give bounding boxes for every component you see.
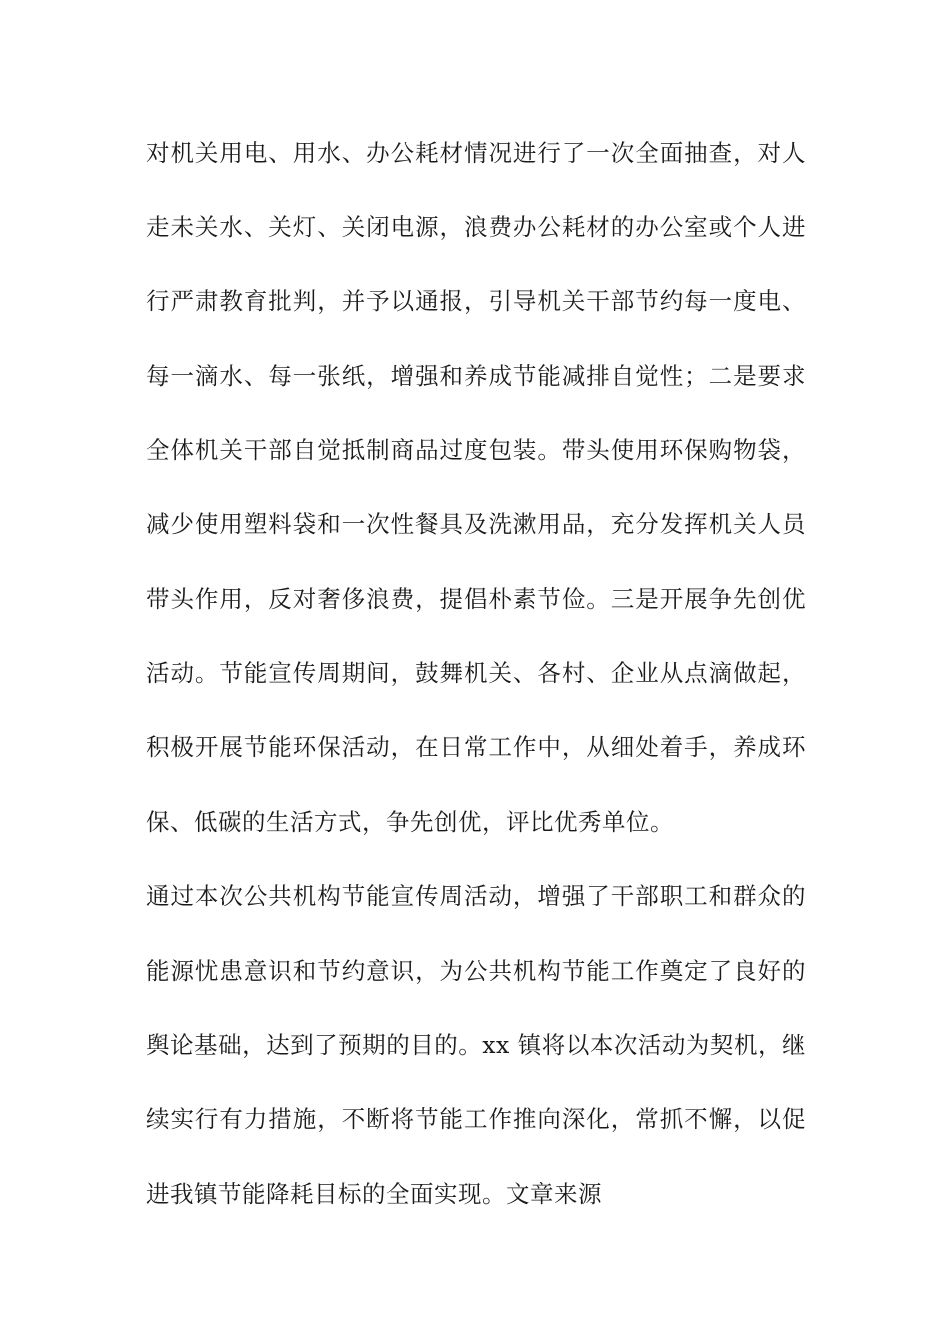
text-line: 行严肃教育批判，并予以通报，引导机关干部节约每一度电、 [146, 287, 806, 315]
text-line: 全体机关干部自觉抵制商品过度包装。带头使用环保购物袋， [146, 436, 806, 464]
text-line: 保、低碳的生活方式，争先创优，评比优秀单位。 [146, 808, 674, 836]
text-line: 走未关水、关灯、关闭电源，浪费办公耗材的办公室或个人进 [146, 213, 806, 241]
text-line: 积极开展节能环保活动，在日常工作中，从细处着手，养成环 [146, 733, 806, 761]
text-line: 通过本次公共机构节能宣传周活动，增强了干部职工和群众的 [146, 882, 806, 910]
text-line: 续实行有力措施，不断将节能工作推向深化，常抓不懈，以促 [146, 1105, 806, 1133]
text-line: 舆论基础，达到了预期的目的。xx 镇将以本次活动为契机，继 [146, 1031, 806, 1059]
text-line: 带头作用，反对奢侈浪费，提倡朴素节俭。三是开展争先创优 [146, 585, 806, 613]
text-line: 活动。节能宣传周期间，鼓舞机关、各村、企业从点滴做起， [146, 659, 806, 687]
text-line: 减少使用塑料袋和一次性餐具及洗漱用品，充分发挥机关人员 [146, 510, 806, 538]
text-line: 能源忧患意识和节约意识，为公共机构节能工作奠定了良好的 [146, 957, 806, 985]
text-line: 对机关用电、用水、办公耗材情况进行了一次全面抽查，对人 [146, 139, 806, 167]
text-line: 每一滴水、每一张纸，增强和养成节能减排自觉性；二是要求 [146, 362, 806, 390]
text-line: 进我镇节能降耗目标的全面实现。文章来源 [146, 1180, 602, 1208]
